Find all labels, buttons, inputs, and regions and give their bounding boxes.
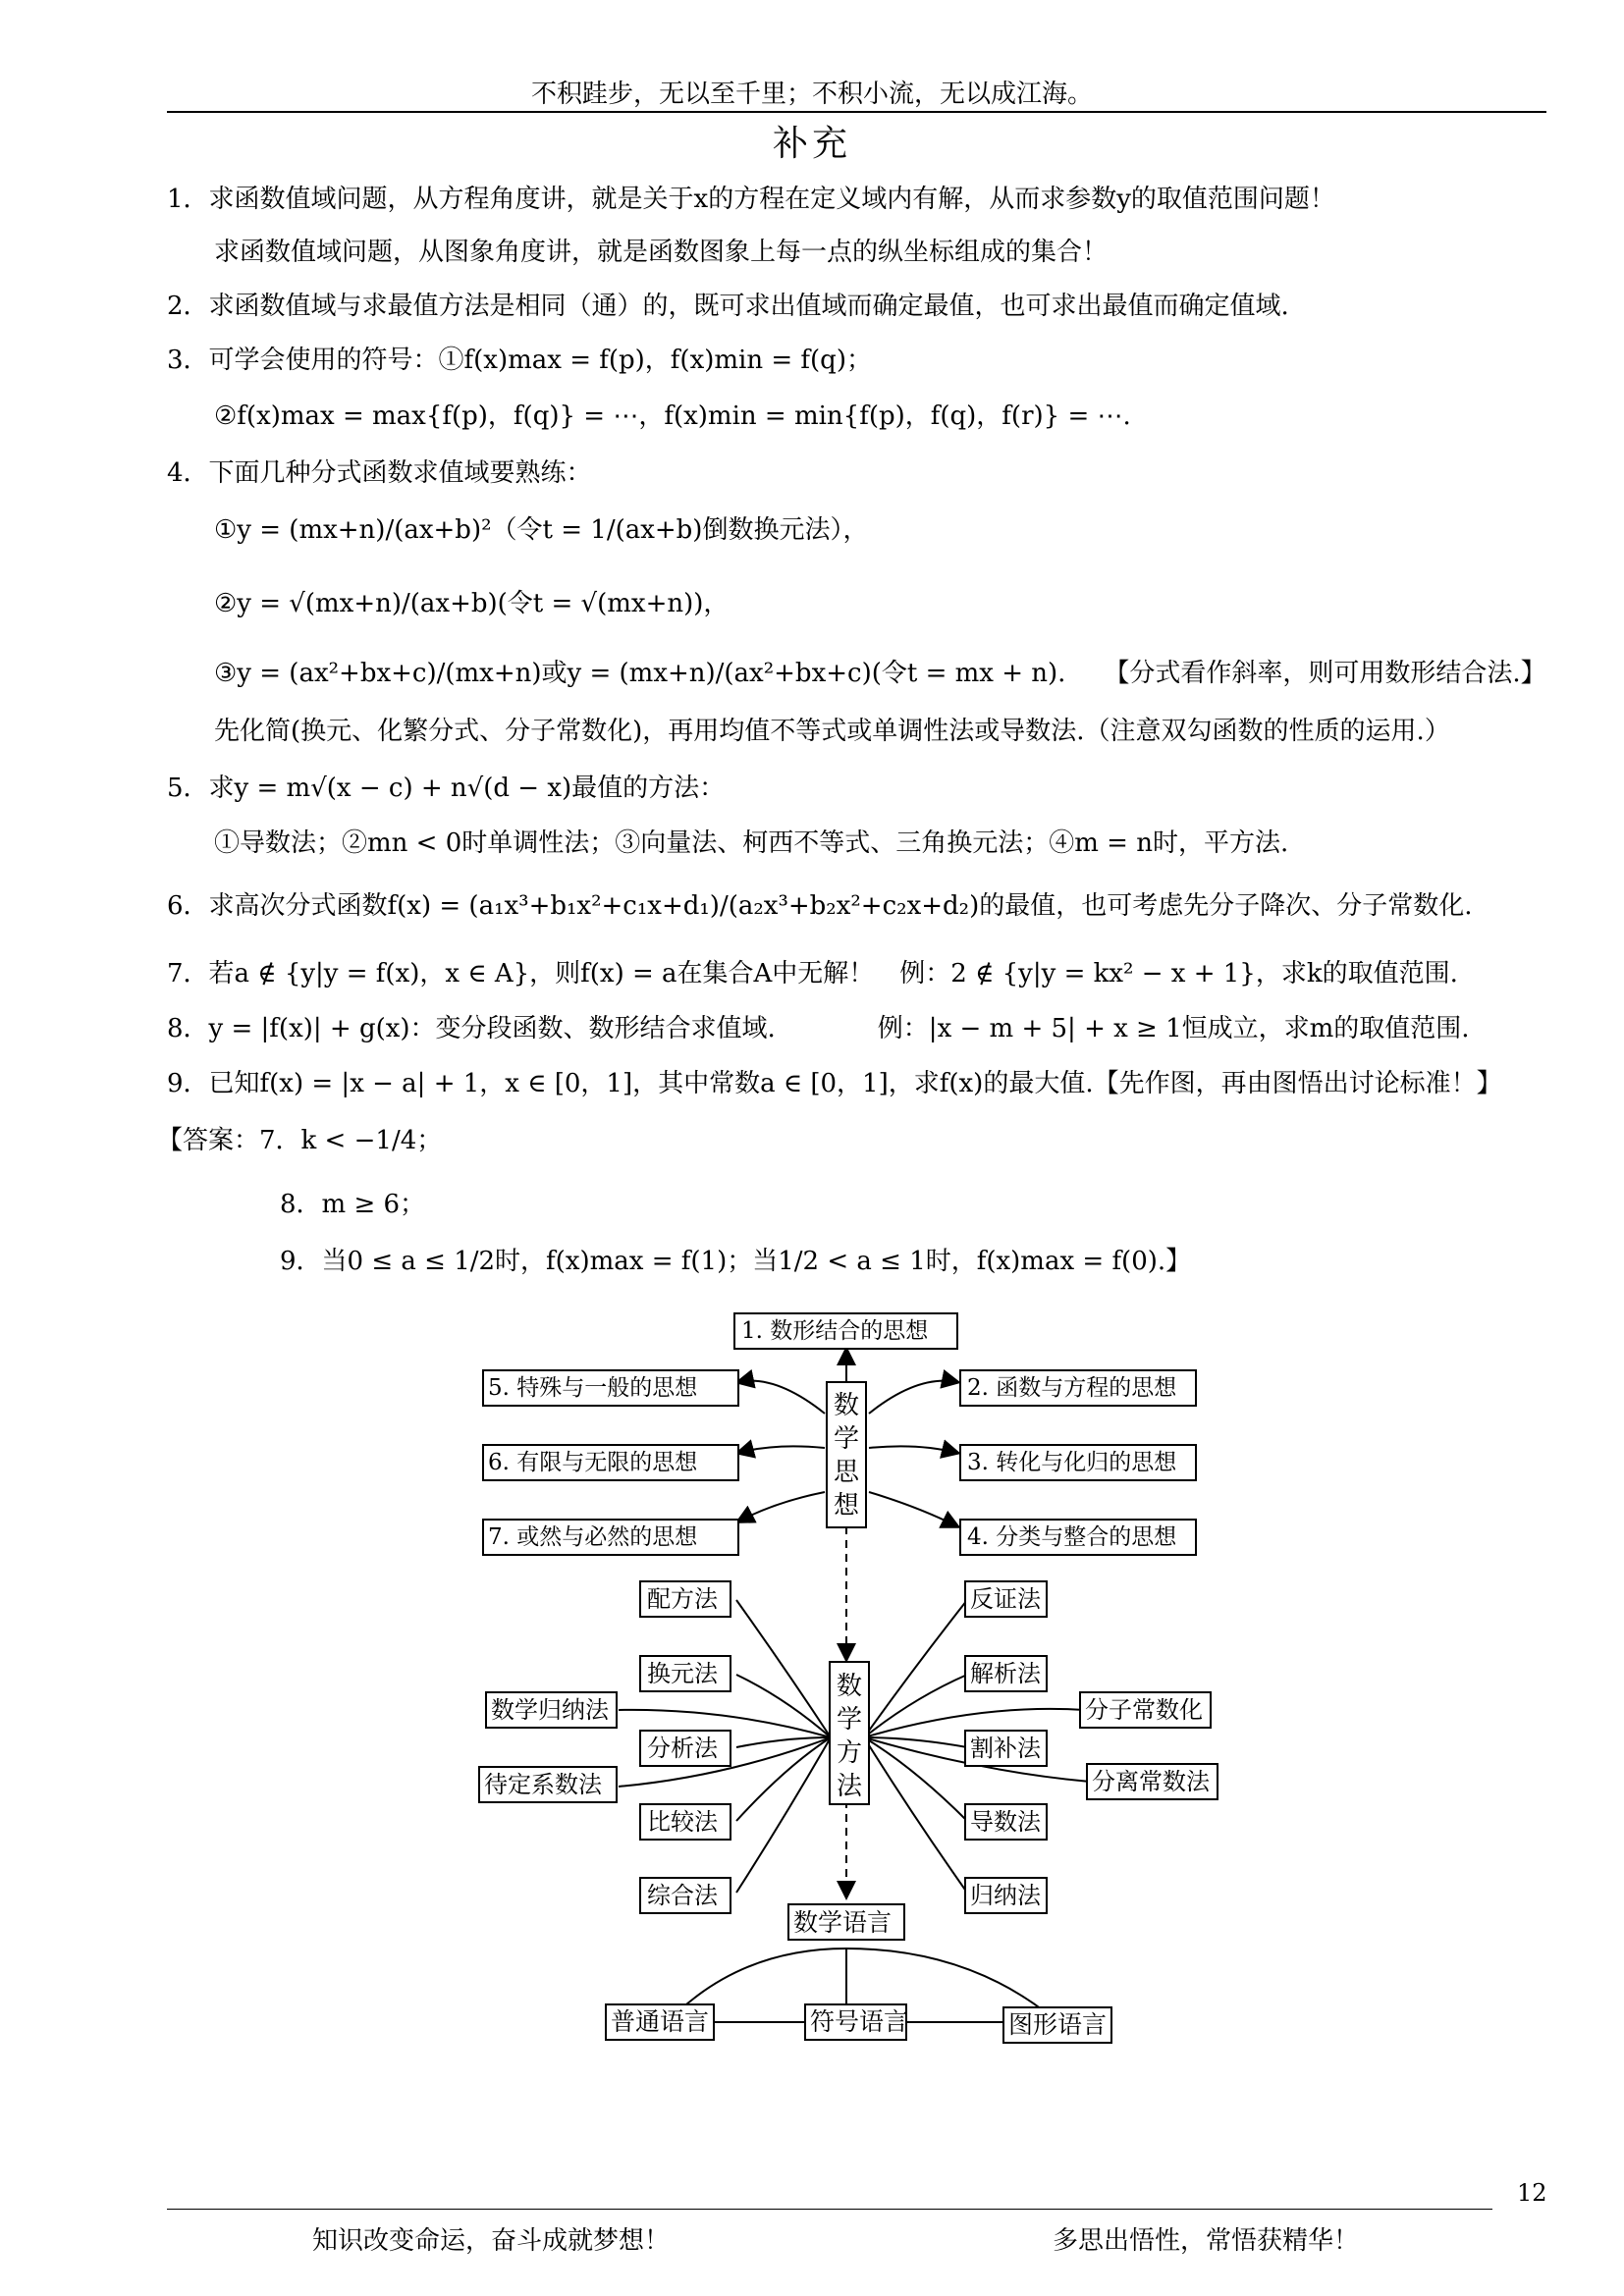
method-right: 分子常数化 <box>1085 1696 1203 1724</box>
method-left: 配方法 <box>647 1585 718 1613</box>
list-item: ②y = √(mx+n)/(ax+b)(令t = √(mx+n))， <box>214 589 730 618</box>
svg-text:方: 方 <box>836 1738 863 1768</box>
footer-left: 知识改变命运，奋斗成就梦想！ <box>312 2226 671 2256</box>
method-left: 综合法 <box>647 1882 718 1909</box>
list-item: ③y = (ax²+bx+c)/(mx+n)或y = (mx+n)/(ax²+bx+c)(令t = mx + n). 【分式看作斜率，则可用数形结合法.】 <box>214 659 1546 688</box>
list-item: 9．已知f(x) = |x − a| + 1，x ∈ [0，1]，其中常数a ∈ [0，1]，求f(x)的最大值.【先作图，再由图悟出讨论标准！】 <box>167 1069 1502 1098</box>
footer-rule <box>167 2209 1492 2210</box>
list-item: 1．求函数值域问题，从方程角度讲，就是关于x的方程在定义域内有解，从而求参数y的取值范围问题！ <box>167 185 1335 214</box>
method-left: 比较法 <box>647 1808 718 1836</box>
list-item: ①y = (mx+n)/(ax+b)²（令t = 1/(ax+b)倒数换元法）， <box>214 515 869 545</box>
method-right: 解析法 <box>970 1660 1041 1687</box>
list-item: ①导数法；②mn < 0时单调性法；③向量法、柯西不等式、三角换元法；④m = n时，平方法. <box>214 828 1289 858</box>
thought-4: 4. 分类与整合的思想 <box>967 1524 1177 1550</box>
thought-7: 7. 或然与必然的思想 <box>488 1524 698 1550</box>
answer-line: 8．m ≥ 6； <box>280 1190 426 1219</box>
svg-text:学: 学 <box>836 1705 863 1735</box>
svg-text:思: 思 <box>833 1458 860 1487</box>
svg-text:想: 想 <box>833 1491 860 1521</box>
list-item: 2．求函数值域与求最值方法是相同（通）的，既可求出值域而确定最值，也可求出最值而确定值域. <box>167 292 1289 321</box>
language-center: 数学语言 <box>793 1908 893 1937</box>
list-item: 6．求高次分式函数f(x) = (a₁x³+b₁x²+c₁x+d₁)/(a₂x³+b₂x²+c₂x+d₂)的最值，也可考虑先分子降次、分子常数化. <box>167 891 1473 921</box>
method-right: 反证法 <box>970 1585 1041 1613</box>
method-left: 分析法 <box>647 1735 718 1762</box>
method-right: 导数法 <box>970 1808 1041 1836</box>
list-item: 4．下面几种分式函数求值域要熟练： <box>167 458 592 488</box>
thought-6: 6. 有限与无限的思想 <box>488 1450 698 1475</box>
footer-right: 多思出悟性，常悟获精华！ <box>1053 2226 1360 2256</box>
svg-text:法: 法 <box>836 1772 863 1801</box>
answer-line: 【答案：7．k < −1/4； <box>157 1126 443 1155</box>
page-number: 12 <box>1517 2179 1547 2207</box>
method-left: 换元法 <box>647 1660 718 1687</box>
svg-text:数: 数 <box>836 1672 863 1701</box>
list-item: 5．求y = m√(x − c) + n√(d − x)最值的方法： <box>167 774 726 803</box>
list-item: ②f(x)max = max{f(p)，f(q)} = ⋯，f(x)min = min{f(p)，f(q)，f(r)} = ⋯. <box>214 401 1131 431</box>
thought-5: 5. 特殊与一般的思想 <box>488 1375 698 1401</box>
method-right: 归纳法 <box>970 1882 1041 1909</box>
list-item: 求函数值域问题，从图象角度讲，就是函数图象上每一点的纵坐标组成的集合！ <box>214 238 1109 267</box>
method-right: 割补法 <box>970 1735 1041 1762</box>
method-left: 数学归纳法 <box>491 1696 609 1724</box>
page-title: 补充 <box>772 124 851 164</box>
list-item: 7．若a ∉ {y|y = f(x)，x ∈ A}，则f(x) = a在集合A中无解！ 例：2 ∉ {y|y = kx² − x + 1}，求k的取值范围. <box>167 959 1458 988</box>
thought-2: 2. 函数与方程的思想 <box>967 1375 1177 1401</box>
thought-1: 1. 数形结合的思想 <box>741 1318 929 1344</box>
method-right: 分离常数法 <box>1092 1768 1210 1795</box>
list-item: 先化简(换元、化繁分式、分子常数化)，再用均值不等式或单调性法或导数法.（注意双勾函数的性质的运用.） <box>214 717 1450 746</box>
svg-text:学: 学 <box>833 1424 860 1454</box>
list-item: 3．可学会使用的符号：①f(x)max = f(p)，f(x)min = f(q)； <box>167 346 872 375</box>
header-motto: 不积跬步，无以至千里；不积小流，无以成江海。 <box>530 80 1093 109</box>
answer-line: 9．当0 ≤ a ≤ 1/2时，f(x)max = f(1)；当1/2 < a ≤ 1时，f(x)max = f(0).】 <box>280 1247 1192 1276</box>
svg-text:数: 数 <box>833 1391 860 1420</box>
thought-3: 3. 转化与化归的思想 <box>967 1450 1177 1475</box>
list-item: 8．y = |f(x)| + g(x)：变分段函数、数形结合求值域. 例：|x − m + 5| + x ≥ 1恒成立，求m的取值范围. <box>167 1014 1470 1043</box>
language-item: 符号语言 <box>810 2007 909 2036</box>
language-item: 图形语言 <box>1008 2010 1108 2039</box>
method-left: 待定系数法 <box>484 1771 602 1798</box>
language-item: 普通语言 <box>611 2007 710 2036</box>
